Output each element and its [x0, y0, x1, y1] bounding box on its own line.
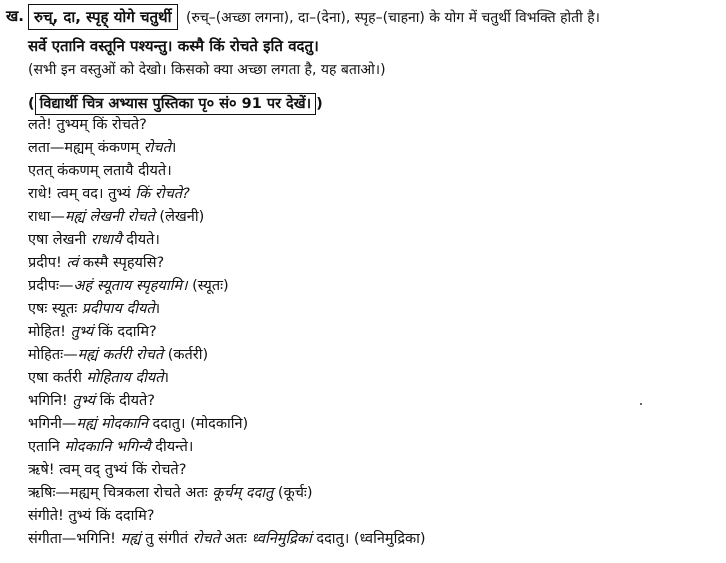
dialogue-text: कस्मै स्पृहयसि? [78, 255, 165, 271]
dialogue-text: अतः [219, 531, 252, 547]
dialogue-emphasis: मह्यं [120, 531, 141, 547]
instruction-hindi: (सभी इन वस्तुओं को देखो। किसको क्या अच्छा लगता है, यह बताओ।) [28, 62, 386, 78]
dialogue-line [28, 253, 164, 273]
dialogue-line [28, 115, 147, 135]
dialogue-text: राधा— [28, 209, 65, 225]
dialogue-emphasis: प्रदीपाय दीयते [81, 301, 155, 317]
dialogue-line [28, 414, 248, 434]
dialogue-text: (कूर्चः) [273, 485, 313, 501]
reference-text-box: विद्यार्थी चित्र अभ्यास पुस्तिका पृ० सं० 91 पर देखें। [35, 93, 316, 115]
rule-title-box: रुच्, दा, स्पृह् योगे चतुर्थी [28, 4, 178, 30]
dialogue-emphasis: तुभ्यं [72, 393, 96, 409]
dialogue-text: तु संगीतं [140, 531, 193, 547]
dialogue-line [28, 368, 169, 388]
dialogue-emphasis: मह्यं कर्तरी रोचते [77, 347, 164, 363]
dialogue-line [28, 506, 155, 526]
dialogue-line [28, 345, 208, 365]
dialogue-text: किं दीयते? [95, 393, 155, 409]
dialogue-emphasis: त्वं [66, 255, 79, 271]
dialogue-text: एषः स्यूतः [28, 301, 82, 317]
dialogue-emphasis: राधायै [90, 232, 122, 248]
dialogue-text: लते! तुभ्यम् किं रोचते? [28, 117, 147, 133]
dialogue-line [28, 138, 176, 158]
dialogue-line [28, 483, 313, 503]
dialogue-text: किं ददामि? [93, 324, 157, 340]
section-label: ख. [6, 7, 24, 25]
rule-explanation: (रुच्–(अच्छा लगना), दा–(देना), स्पृह–(चाहना) के योग में चतुर्थी विभक्ति होती है। [185, 10, 600, 26]
rule-header [28, 4, 600, 30]
dialogue-line [28, 161, 172, 181]
dialogue-emphasis: मह्यं लेखनी रोचते [64, 209, 155, 225]
dialogue-line [28, 322, 157, 342]
dialogue-text: ददातु। (ध्वनिमुद्रिका) [311, 531, 426, 547]
dialogue-line [28, 529, 426, 549]
dialogue-text: एतत् कंकणम् लतायै दीयते। [28, 163, 172, 179]
stray-mark [640, 403, 642, 405]
dialogue-text: भगिनी— [28, 416, 77, 432]
dialogue-text: एतानि [28, 439, 65, 455]
dialogue-text: दीयते। [121, 232, 160, 248]
instruction-sanskrit: सर्वे एतानि वस्तूनि पश्यन्तु। कस्मै किं रोचते इति वदतु। [28, 37, 319, 55]
dialogue-text: संगीते! तुभ्यं किं ददामि? [28, 508, 155, 524]
dialogue-emphasis: तुभ्यं [70, 324, 94, 340]
dialogue-text: संगीता—भगिनि! [28, 531, 121, 547]
dialogue-text: प्रदीपः— [28, 278, 74, 294]
dialogue-emphasis: रोचते [192, 531, 220, 547]
dialogue-text: ऋषिः—मह्यम् चित्रकला रोचते अतः [28, 485, 213, 501]
reference-open-paren: ( [28, 96, 35, 112]
dialogue-line [28, 230, 160, 250]
dialogue-line [28, 299, 160, 319]
dialogue-line [28, 207, 204, 227]
dialogue-line [28, 391, 155, 411]
reference-close-paren: ) [316, 96, 323, 112]
dialogue-emphasis: रोचते [143, 140, 171, 156]
dialogue-emphasis: कूर्चम् ददातु [212, 485, 274, 501]
dialogue-emphasis: अहं स्यूताय स्पृहयामि। [73, 278, 188, 294]
dialogue-emphasis: मह्यं मोदकानि [76, 416, 148, 432]
dialogue-text: मोहित! [28, 324, 71, 340]
dialogue-text: राधे! त्वम् वद। तुभ्यं [28, 186, 136, 202]
dialogue-line [28, 184, 190, 204]
dialogue-text: एषा लेखनी [28, 232, 91, 248]
dialogue-text: ऋषे! त्वम् वद् तुभ्यं किं रोचते? [28, 462, 187, 478]
dialogue-line [28, 276, 229, 296]
dialogue-text: दीयन्ते। [150, 439, 194, 455]
dialogue-emphasis: किं रोचते? [135, 186, 190, 202]
dialogue-text: ददातु। (मोदकानि) [147, 416, 249, 432]
dialogue-text: प्रदीप! [28, 255, 67, 271]
dialogue-emphasis: मोहिताय दीयते [86, 370, 164, 386]
dialogue-text: । [163, 370, 170, 386]
dialogue-line [28, 437, 193, 457]
dialogue-text: (कर्तरी) [163, 347, 209, 363]
dialogue-text: एषा कर्तरी [28, 370, 87, 386]
dialogue-emphasis: ध्वनिमुद्रिकां [251, 531, 312, 547]
dialogue-text: । [170, 140, 177, 156]
dialogue-text: भगिनि! [28, 393, 73, 409]
dialogue-text: मोहितः— [28, 347, 78, 363]
workbook-reference [28, 93, 323, 115]
dialogue-text: । [154, 301, 161, 317]
dialogue-text: (लेखनी) [154, 209, 205, 225]
dialogue-text: (स्यूतः) [187, 278, 229, 294]
dialogue-emphasis: मोदकानि भगिन्यै [64, 439, 151, 455]
dialogue-line [28, 460, 186, 480]
dialogue-text: लता—मह्यम् कंकणम् [28, 140, 144, 156]
